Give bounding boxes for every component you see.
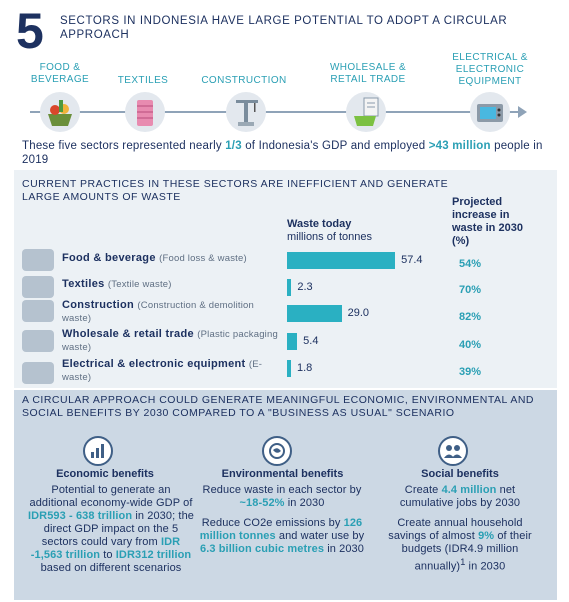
category-waste-type: (Plastic packaging waste) [62, 329, 278, 353]
microwave-icon [470, 92, 510, 132]
environmental-benefits-text [198, 484, 366, 556]
waste-bar [287, 360, 291, 377]
waste-bar [287, 279, 291, 296]
shopping-basket-icon [346, 92, 386, 132]
eco-v2: IDR -1,563 trillion [30, 536, 181, 561]
row-label-electrical-electronic [62, 358, 286, 384]
sector-label-textiles [108, 75, 178, 87]
construction-waste-icon [22, 300, 54, 322]
category-name: Food & beverage [62, 252, 156, 264]
waste-value-label: 29.0 [347, 307, 370, 319]
soc-footnote-marker: 1 [460, 557, 466, 567]
e-waste-icon [22, 362, 54, 384]
row-label-food-beverage [62, 252, 286, 265]
textile-roll-icon [125, 92, 165, 132]
increase-pct-label: 39% [458, 366, 482, 378]
sector-label-food-text: FOOD & BEVERAGE [30, 62, 90, 85]
eco-v1: IDR593 - 638 trillion [27, 510, 133, 522]
soc-t3: Create annual household savings of almost [388, 517, 523, 542]
soc-v2: 9% [478, 530, 495, 542]
waste-bar [287, 252, 395, 269]
increase-pct-label: 70% [458, 284, 482, 296]
sector-label-electrical-text: ELECTRICAL & ELECTRONIC EQUIPMENT [452, 52, 528, 87]
env-v1: ~18-52% [239, 497, 285, 509]
sector-label-textiles-text: TEXTILES [117, 75, 169, 86]
category-name: Electrical & electronic equipment [62, 358, 246, 370]
flow-arrow-head [518, 106, 527, 118]
waste-panel-title: CURRENT PRACTICES IN THESE SECTORS ARE INEFFICIENT AND GENERATE LARGE AMOUNTS OF WASTE [22, 178, 449, 203]
increase-column-header: Projected increase in waste in 2030 (%) [452, 196, 523, 247]
benefits-title: A CIRCULAR APPROACH COULD GENERATE MEANINGFUL ECONOMIC, ENVIRONMENTAL AND SOCIAL BENEFITS BY 2030 COMPARED TO A "BUSINESS AS USUAL" SCENARIO [22, 394, 534, 419]
env-para-2 [198, 517, 366, 556]
headline-title: SECTORS IN INDONESIA HAVE LARGE POTENTIAL TO ADOPT A CIRCULAR APPROACH [60, 15, 508, 41]
waste-value-label: 5.4 [303, 335, 319, 347]
gdp-fraction: 1/3 [225, 140, 242, 152]
sector-label-construction-text: CONSTRUCTION [201, 75, 287, 86]
soc-t2: net cumulative jobs by 2030 [399, 484, 521, 509]
env-t1: Reduce waste in each sector by [202, 484, 362, 496]
soc-v1: 4.4 million [441, 484, 497, 496]
env-t3: Reduce CO2e emissions by [201, 517, 344, 529]
env-para-1 [198, 484, 366, 510]
env-t5: in 2030 [324, 543, 364, 555]
env-v3: 6.3 billion cubic metres [199, 543, 325, 555]
gdp-text-1: These five sectors represented nearly [22, 140, 226, 152]
env-v2: 126 million tonnes [199, 517, 363, 542]
economic-benefits-text [26, 484, 196, 575]
category-name: Wholesale & retail trade [62, 328, 194, 340]
waste-value-label: 2.3 [297, 281, 313, 293]
plastic-packaging-icon [22, 330, 54, 352]
crane-icon [226, 92, 266, 132]
social-benefits-icon [438, 436, 468, 466]
category-waste-type: (E-waste) [62, 359, 263, 383]
increase-pct-label: 40% [458, 339, 482, 351]
category-waste-type: (Food loss & waste) [159, 253, 247, 264]
food-waste-icon [22, 249, 54, 271]
soc-t5: in 2030 [465, 560, 506, 573]
env-t2: in 2030 [284, 497, 325, 509]
waste-value-label: 57.4 [401, 254, 423, 266]
eco-t1: Potential to generate an additional economy-wide GDP of [29, 484, 193, 509]
soc-t1: Create [404, 484, 442, 496]
waste-value-label: 1.8 [297, 362, 313, 374]
economic-benefits-icon [83, 436, 113, 466]
waste-bar [287, 305, 342, 322]
food-basket-icon [40, 92, 80, 132]
eco-t4: based on different scenarios [40, 562, 182, 574]
gdp-employed: >43 million [428, 140, 491, 152]
sector-label-electrical [440, 52, 540, 88]
soc-para-2 [380, 517, 540, 574]
row-label-construction [62, 299, 286, 325]
eco-t3: to [100, 549, 116, 561]
textile-waste-icon [22, 276, 54, 298]
row-label-wholesale-retail [62, 328, 286, 354]
category-waste-type: (Textile waste) [107, 279, 172, 290]
soc-t4: of their budgets (IDR4.9 million annually) [401, 530, 532, 573]
environmental-benefits-icon [262, 436, 292, 466]
social-benefits-text [380, 484, 540, 574]
env-t4: and water use by [275, 530, 365, 542]
sector-label-food [30, 62, 90, 86]
headline-number: 5 [16, 3, 44, 59]
category-name: Textiles [62, 278, 105, 290]
social-benefits-heading: Social benefits [421, 468, 499, 480]
gdp-text-2: of Indonesia's GDP and employed [241, 140, 429, 152]
waste-column-title: Waste today [287, 218, 352, 230]
increase-pct-label: 54% [458, 258, 482, 270]
row-label-textiles [62, 278, 286, 291]
waste-column-header [287, 218, 427, 244]
eco-t2: in 2030; the direct GDP impact on the 5 sectors could vary from [41, 510, 195, 548]
gdp-text-3: people in 2019 [22, 140, 543, 166]
economic-benefits-heading: Economic benefits [56, 468, 154, 480]
waste-column-unit: millions of tonnes [287, 231, 372, 243]
gdp-statement [22, 139, 547, 167]
sector-label-retail-text: WHOLESALE & RETAIL TRADE [329, 62, 407, 85]
waste-bar [287, 333, 297, 350]
flow-arrow-line [30, 111, 520, 113]
category-waste-type: (Construction & demolition waste) [62, 300, 255, 324]
sector-label-retail [318, 62, 418, 86]
eco-v3: IDR312 trillion [115, 549, 192, 561]
environmental-benefits-heading: Environmental benefits [221, 468, 344, 480]
increase-pct-label: 82% [458, 311, 482, 323]
soc-para-1 [380, 484, 540, 510]
sector-label-construction [194, 75, 294, 87]
category-name: Construction [62, 299, 135, 311]
